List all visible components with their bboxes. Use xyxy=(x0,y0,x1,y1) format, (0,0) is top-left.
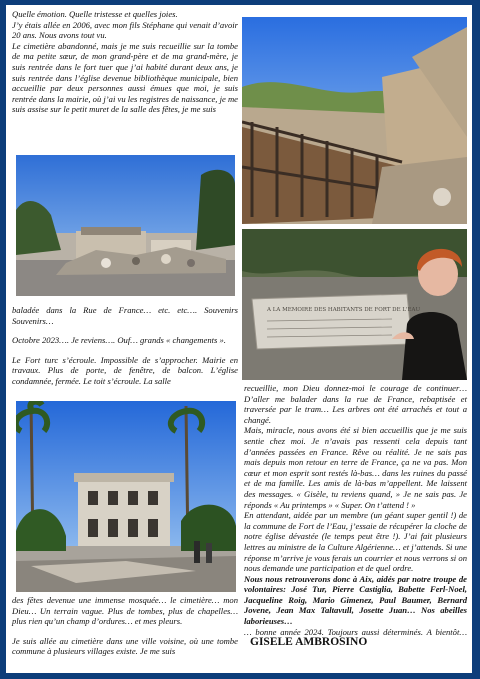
photo-fence-hill xyxy=(242,17,467,224)
text-col1-bottom xyxy=(12,595,238,657)
paragraph: recueillie, mon Dieu donnez-moi le courage de continuer… D’aller me balader dans la rue de France, rebaptisée et traversée par le tram… Les arbres ont été arrachés et tout a changé. xyxy=(244,383,467,425)
paragraph: Quelle émotion. Quelle tristesse et quelles joies. xyxy=(12,9,178,19)
paragraph: En attendant, aidée par un membre (un géant super gentil !) de la commune de Fort de l’Eau, j’essaie de récupérer la cloche de notre église dévastée (le temps peut être !). J’ai fait plusieurs lettres au ministre de la Culture Algérienne… et j’attends. Si une réponse m’arrive je vous ferais un courrier et nous verrons si on nous demande une participation et de quel ordre. xyxy=(244,510,467,574)
photo-church-palms xyxy=(16,401,236,592)
volunteers-paragraph: Nous nous retrouverons donc à Aix, aidés par notre troupe de volontaires: José Tur, Pierre Castiglia, Babette Ferl-Noel, Jacqueline Roig, Mario Gimenez, Paul Baumer, Bernard Jovene, Jean Max Taltavull, Josette Juan… Nos abeilles laborieuses… xyxy=(244,573,467,627)
photo-fort-rubble xyxy=(16,155,235,296)
paragraph: baladée dans la Rue de France… etc. etc…. Souvenirs Souvenirs… xyxy=(12,305,238,326)
paragraph: Le cimetière abandonné, mais je me suis recueillie sur la tombe de ma petite sœur, de mon grand-père et de ma grand-mère, je suis rentrée dans le fort tuer que j’ai habité durant deux ans, je suis rentrée dans l’église devenue bibliothèque municipale, bien accueillie par deux personnes aussi émues que moi, je suis rentrée dans la mairie, où j’ai vu les registres de naissance, je me suis assise sur le petit muret de la salle des fêtes, je me suis xyxy=(12,40,238,115)
paragraph: des fêtes devenue une immense mosquée… le cimetière… mon Dieu… Un terrain vague. Plus de tombes, plus de chapelles… plus rien qu’un champ d’ordures… et mes pleurs. xyxy=(12,595,238,627)
signature: GISELE AMBROSINO xyxy=(250,636,368,649)
text-col1-mid xyxy=(12,305,238,387)
paragraph: Je suis allée au cimetière dans une ville voisine, où une tombe commune à plusieurs villages existe. Je me suis xyxy=(12,635,238,657)
photo-author-plaque xyxy=(242,229,467,380)
paragraph: J’y étais allée en 2006, avec mon fils Stéphane qui venait d’avoir 20 ans. Nous avons tout vu. xyxy=(12,19,238,41)
text-col1-top xyxy=(12,9,238,115)
paragraph: Mais, miracle, nous avons été si bien accueillis que je me suis sentie chez moi. Je n’avais pas ressenti cela depuis tant d’années passées en France. Rêve ou réalité. Je ne sais pas mais depuis mon retour en terre de France, ça ne va pas. Mon cœur et mon esprit sont restés là-bas… dans les ruines du passé et de ma famille. Les amis de là-bas m’appellent. Me laissent des messages. « Gisèle, tu reviens quand, » Je ne sais pas. Je réponds « Au printemps » « Super. On t’attend ! » xyxy=(244,425,467,510)
newsletter-page xyxy=(6,5,472,673)
closing-text: … bonne année 2024. Toujours aussi déterminés. A bientôt… xyxy=(244,626,467,637)
text-col2 xyxy=(244,383,467,648)
plaque-inscription: A LA MEMOIRE DES HABITANTS DE FORT DE L'EAU xyxy=(267,307,421,313)
closing-line xyxy=(244,627,467,648)
paragraph: Octobre 2023…. Je reviens…. Ouf… grands « changements ». xyxy=(12,335,226,346)
paragraph: Le Fort turc s’écroule. Impossible de s’approcher. Mairie en travaux. Plus de porte, de fenêtre, de balcon. L’église condamnée, fermée. Le toit s’écroule. La salle xyxy=(12,354,238,386)
